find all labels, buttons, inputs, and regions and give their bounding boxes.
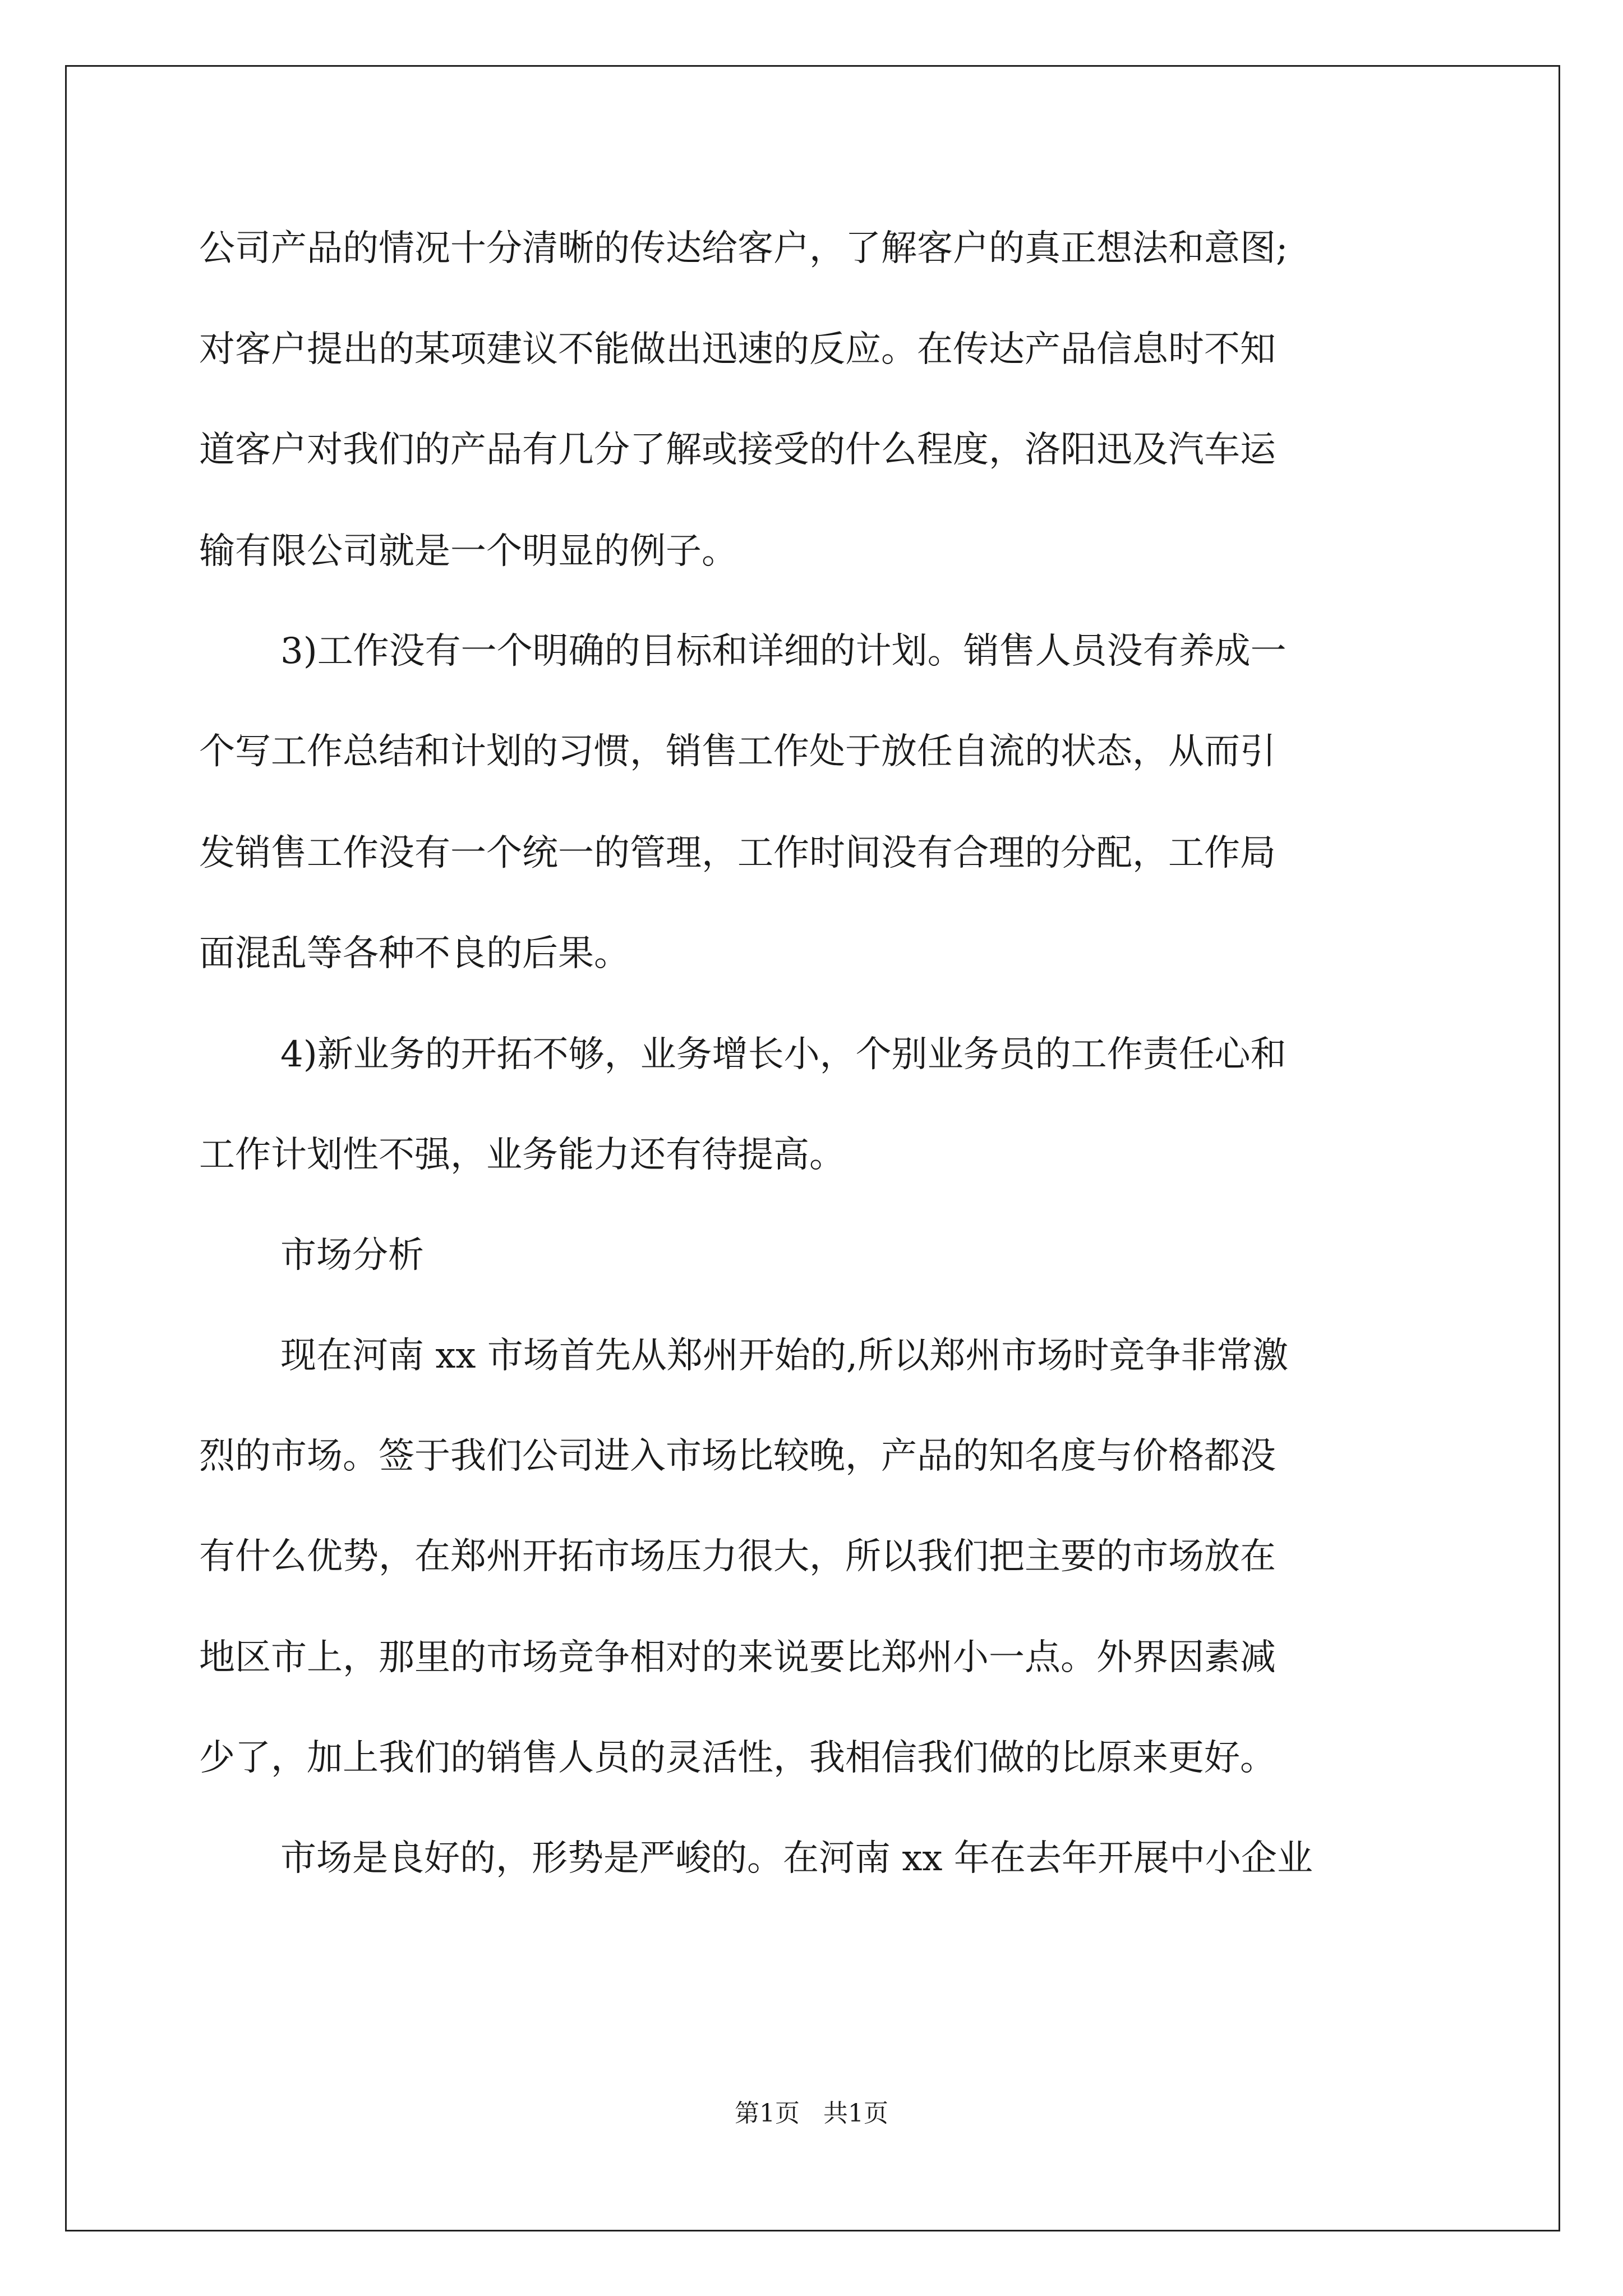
text-line: 3)工作没有一个明确的目标和详细的计划。销售人员没有养成一	[280, 631, 1287, 672]
page-footer: 第1页 共1页	[735, 2099, 888, 2128]
text-line: 现在河南 xx 市场首先从郑州开始的,所以郑州市场时竞争非常激	[280, 1335, 1289, 1377]
text-line: 少了，加上我们的销售人员的灵活性，我相信我们做的比原来更好。	[199, 1737, 1276, 1779]
text-line: 对客户提出的某项建议不能做出迅速的反应。在传达产品信息时不知	[199, 329, 1276, 370]
text-line: 输有限公司就是一个明显的例子。	[199, 531, 737, 572]
section-heading: 市场分析	[280, 1235, 424, 1276]
text-line: 个写工作总结和计划的习惯，销售工作处于放任自流的状态，从而引	[199, 731, 1276, 772]
text-line: 4)新业务的开拓不够，业务增长小，个别业务员的工作责任心和	[280, 1034, 1287, 1075]
text-line: 公司产品的情况十分清晰的传达给客户，了解客户的真正想法和意图;	[199, 228, 1288, 269]
text-line: 面混乱等各种不良的后果。	[199, 933, 630, 974]
text-line: 地区市上，那里的市场竞争相对的来说要比郑州小一点。外界因素减	[199, 1637, 1276, 1678]
text-line: 烈的市场。签于我们公司进入市场比较晚，产品的知名度与价格都没	[199, 1435, 1276, 1477]
text-line: 有什么优势，在郑州开拓市场压力很大，所以我们把主要的市场放在	[199, 1536, 1276, 1577]
text-line: 发销售工作没有一个统一的管理，工作时间没有合理的分配，工作局	[199, 832, 1276, 874]
text-line: 市场是良好的，形势是严峻的。在河南 xx 年在去年开展中小企业	[280, 1838, 1313, 1879]
text-line: 道客户对我们的产品有几分了解或接受的什么程度，洛阳迅及汽车运	[199, 429, 1276, 471]
text-line: 工作计划性不强，业务能力还有待提高。	[199, 1134, 845, 1176]
